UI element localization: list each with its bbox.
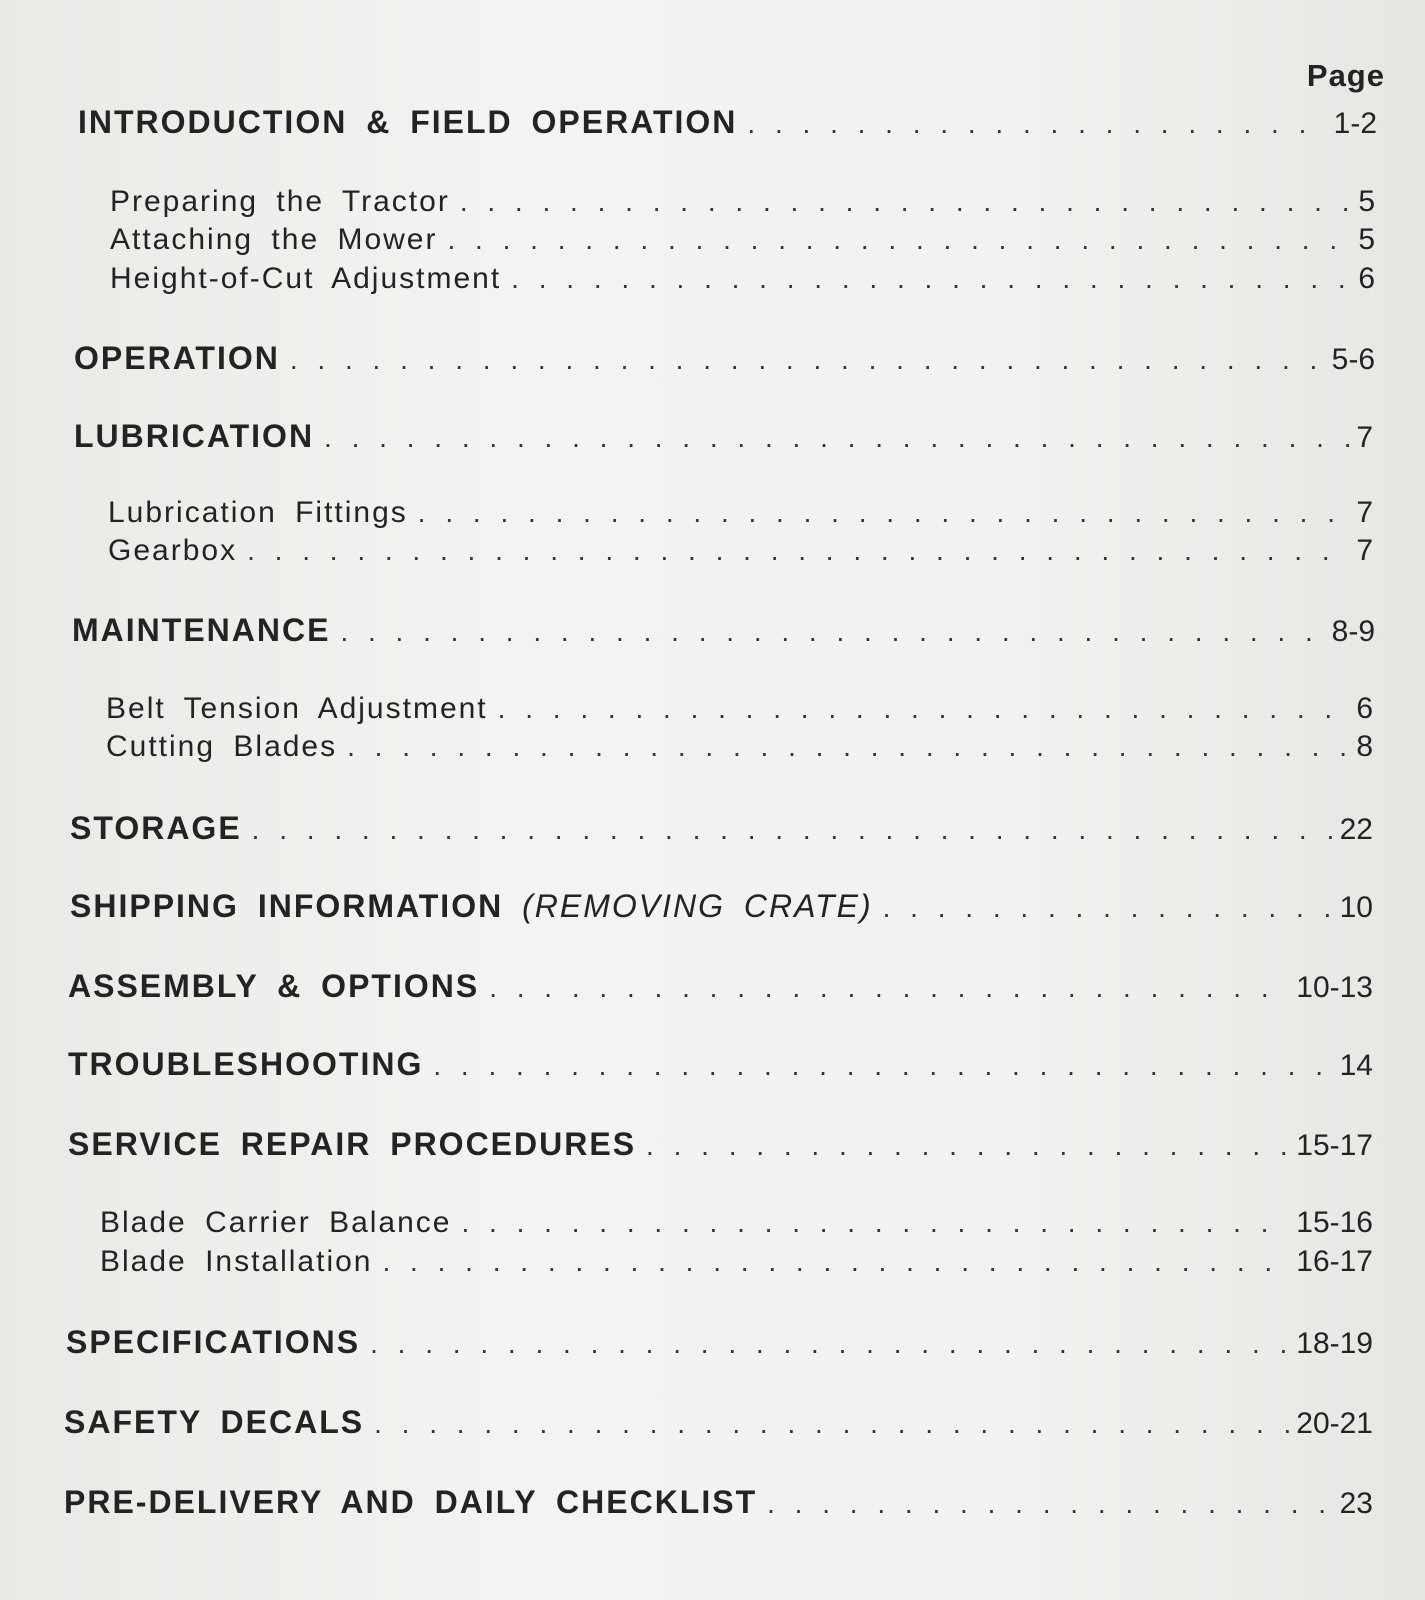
toc-entry-title: Lubrication Fittings <box>108 496 408 529</box>
dot-leader <box>461 1207 1290 1239</box>
toc-entry-page: 16-17 <box>1296 1245 1373 1278</box>
dot-leader <box>460 186 1353 218</box>
dot-leader <box>290 344 1326 376</box>
toc-entry-note: (REMOVING CRATE) <box>522 888 873 924</box>
toc-entry-page: 7 <box>1356 534 1373 567</box>
toc-entry-page: 10 <box>1339 891 1373 924</box>
toc-entry-page: 20-21 <box>1296 1407 1373 1440</box>
toc-entry-pre-delivery-checklist[interactable] <box>64 1484 1373 1521</box>
dot-leader <box>370 1328 1290 1360</box>
toc-entry-title: Preparing the Tractor <box>110 185 450 218</box>
toc-entry-title: Blade Installation <box>100 1245 373 1278</box>
toc-entry-gearbox[interactable] <box>108 534 1373 568</box>
dot-leader <box>324 422 1350 454</box>
toc-entry-title <box>70 888 873 925</box>
toc-entry-title: Gearbox <box>108 534 238 567</box>
dot-leader <box>374 1408 1290 1440</box>
toc-entry-page: 5-6 <box>1331 343 1375 376</box>
page-column-heading: Page <box>1306 58 1385 93</box>
toc-entry-page: 7 <box>1356 496 1373 529</box>
toc-entry-lubrication-fittings[interactable] <box>108 496 1373 530</box>
toc-entry-title: PRE-DELIVERY AND DAILY CHECKLIST <box>64 1484 758 1520</box>
toc-entry-title: SPECIFICATIONS <box>66 1324 361 1360</box>
toc-entry-page: 8 <box>1356 730 1373 763</box>
toc-entry-title: Cutting Blades <box>106 730 338 763</box>
toc-entry-introduction[interactable] <box>78 104 1377 141</box>
toc-entry-title: Belt Tension Adjustment <box>106 692 488 725</box>
dot-leader <box>418 497 1351 529</box>
toc-entry-title: INTRODUCTION & FIELD OPERATION <box>78 104 738 140</box>
toc-entry-troubleshooting[interactable] <box>68 1046 1373 1083</box>
dot-leader <box>340 616 1325 648</box>
toc-entry-page: 14 <box>1339 1049 1373 1082</box>
dot-leader <box>347 731 1350 763</box>
toc-entry-page: 15-16 <box>1296 1206 1373 1239</box>
dot-leader <box>511 263 1352 295</box>
toc-entry-page: 7 <box>1356 421 1373 454</box>
toc-entry-page: 18-19 <box>1296 1327 1373 1360</box>
toc-entry-specifications[interactable] <box>66 1324 1373 1361</box>
toc-entry-maintenance[interactable] <box>72 612 1375 649</box>
toc-entry-page: 8-9 <box>1331 615 1375 648</box>
toc-entry-title: OPERATION <box>74 340 280 376</box>
dot-leader <box>383 1246 1291 1278</box>
toc-entry-title-text: SHIPPING INFORMATION <box>70 888 504 924</box>
toc-entry-attaching-mower[interactable] <box>110 223 1375 257</box>
dot-leader <box>252 814 1334 846</box>
toc-entry-blade-installation[interactable] <box>100 1245 1373 1279</box>
toc-entry-page: 15-17 <box>1296 1129 1373 1162</box>
toc-entry-page: 23 <box>1339 1487 1373 1520</box>
toc-entry-lubrication[interactable] <box>74 418 1373 455</box>
toc-entry-page: 6 <box>1358 262 1375 295</box>
dot-leader <box>646 1130 1290 1162</box>
toc-entry-title: Attaching the Mower <box>110 223 438 256</box>
toc-entry-title: STORAGE <box>70 810 242 846</box>
toc-entry-title: Height-of-Cut Adjustment <box>110 262 502 295</box>
toc-entry-title: SAFETY DECALS <box>64 1404 365 1440</box>
toc-entry-page: 22 <box>1339 813 1373 846</box>
toc-entry-safety-decals[interactable] <box>64 1404 1373 1441</box>
toc-entry-blade-carrier-balance[interactable] <box>100 1206 1373 1240</box>
toc-entry-title: Blade Carrier Balance <box>100 1206 452 1239</box>
toc-entry-page: 10-13 <box>1296 971 1373 1004</box>
dot-leader <box>883 892 1334 924</box>
toc-entry-shipping-information[interactable] <box>70 888 1373 925</box>
toc-entry-page: 5 <box>1358 223 1375 256</box>
toc-entry-preparing-tractor[interactable] <box>110 185 1375 219</box>
toc-entry-title: TROUBLESHOOTING <box>68 1046 424 1082</box>
toc-entry-title: ASSEMBLY & OPTIONS <box>68 968 480 1004</box>
dot-leader <box>447 224 1352 256</box>
dot-leader <box>433 1050 1333 1082</box>
toc-entry-page: 1-2 <box>1333 107 1377 140</box>
dot-leader <box>489 972 1290 1004</box>
toc-entry-height-of-cut[interactable] <box>110 262 1375 296</box>
toc-entry-page: 5 <box>1358 185 1375 218</box>
toc-entry-operation[interactable] <box>74 340 1375 377</box>
toc-entry-title: SERVICE REPAIR PROCEDURES <box>68 1126 637 1162</box>
dot-leader <box>498 693 1351 725</box>
dot-leader <box>747 108 1327 140</box>
toc-entry-cutting-blades[interactable] <box>106 730 1373 764</box>
toc-entry-assembly-options[interactable] <box>68 968 1373 1005</box>
dot-leader <box>247 535 1350 567</box>
dot-leader <box>767 1488 1334 1520</box>
toc-entry-storage[interactable] <box>70 810 1373 847</box>
toc-entry-service-repair[interactable] <box>68 1126 1373 1163</box>
toc-entry-title: MAINTENANCE <box>72 612 331 648</box>
toc-entry-title: LUBRICATION <box>74 418 315 454</box>
toc-entry-page: 6 <box>1356 692 1373 725</box>
toc-entry-belt-tension[interactable] <box>106 692 1373 726</box>
